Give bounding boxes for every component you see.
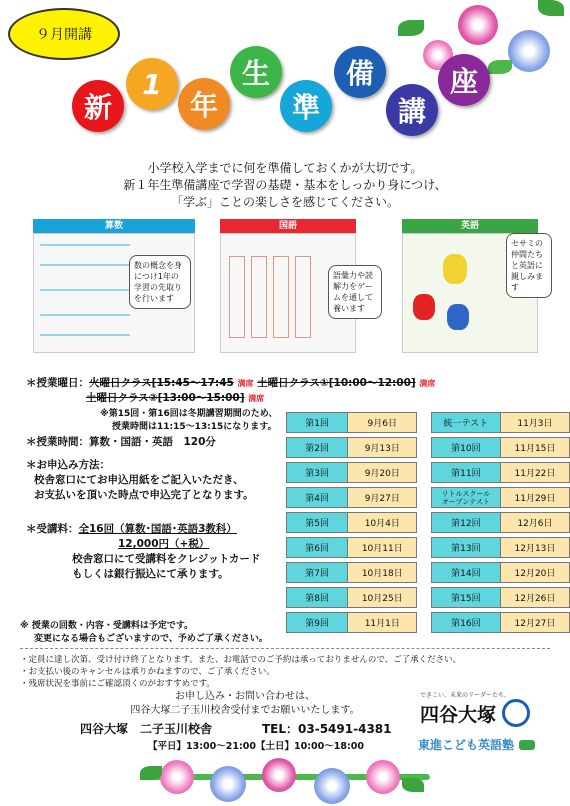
session-number: 統一テスト	[431, 413, 500, 433]
session-number: 第2回	[287, 438, 348, 458]
toshin-badge-icon	[519, 740, 535, 750]
divider	[20, 648, 550, 649]
schedule-gap	[417, 413, 432, 433]
schedule-gap	[417, 588, 432, 608]
session-number: 第15回	[431, 588, 500, 608]
session-date: 10月11日	[348, 538, 417, 558]
tuition-fee: ＊受講料：全16回（算数･国語･英語3教科） 12,000円（+税） 校舎窓口にて受講料をクレジットカード もしくは銀行振込にて承ります。	[26, 522, 286, 582]
winter-note: ※第15回・第16回は冬期講習期間のため、 授業時間は11:15～13:15になります。	[100, 409, 278, 432]
schedule-gap	[417, 538, 432, 558]
session-date: 12月20日	[500, 563, 569, 583]
office-hours: 【平日】13:00～21:00【土日】10:00～18:00	[148, 741, 364, 752]
subject-math-header: 算数	[33, 219, 195, 233]
class-time-value: 算数・国語・英語 120分	[89, 436, 216, 448]
subject-english	[402, 219, 543, 353]
schedule-gap	[417, 488, 432, 508]
title-char-5: 準	[280, 80, 332, 132]
schedule-row	[287, 513, 570, 533]
flower-decoration-bottom	[0, 756, 570, 806]
session-date: 12月13日	[500, 538, 569, 558]
subject-japanese	[220, 219, 373, 353]
session-number: 第8回	[287, 588, 348, 608]
session-date: 10月25日	[348, 588, 417, 608]
session-number: 第10回	[431, 438, 500, 458]
fee-description: 全16回（算数･国語･英語3教科）	[78, 523, 237, 535]
intro-line-1: 小学校入学までに何を準備しておくかが大切です。	[147, 161, 423, 175]
class-days	[26, 376, 566, 391]
subject-math	[33, 219, 195, 353]
title-char-2: 1	[126, 58, 178, 110]
schedule-gap	[417, 613, 432, 633]
title-char-7: 講	[386, 84, 438, 136]
schedule-row	[287, 563, 570, 583]
phone-number: TEL：03-5491-4381	[262, 722, 392, 736]
note-1: ・定員に達し次第、受け付け終了となります。また、お電話でのご予約は承っておりませんので、ご了承ください。	[20, 655, 462, 665]
session-date: 10月18日	[348, 563, 417, 583]
note-3: ・残席状況を事前にご確認頂くのがおすすめです。	[20, 679, 215, 689]
session-date: 9月27日	[348, 488, 417, 508]
intro-line-3: 「学ぶ」ことの楽しさを感じてください。	[170, 195, 399, 209]
session-date: 9月6日	[348, 413, 417, 433]
session-number: 第1回	[287, 413, 348, 433]
contact-info: お申し込み・お問い合わせは、 四谷大塚二子玉川校舎受付までお願いいたします。	[130, 691, 360, 716]
subject-japanese-header: 国語	[220, 219, 356, 233]
session-date: 12月6日	[500, 513, 569, 533]
notice: ※ 授業の回数・内容・受講料は予定です。 変更になる場合もございますので、予めご了承ください。	[20, 621, 268, 644]
session-number: 第9回	[287, 613, 348, 633]
session-date: 9月20日	[348, 463, 417, 483]
japanese-description: 語彙力や読解力をゲームを通して養います	[328, 265, 382, 319]
session-date: 11月29日	[500, 488, 569, 508]
schedule-row	[287, 488, 570, 508]
note-2: ・お支払い後のキャンセルは承りかねますので、ご了承ください。	[20, 667, 275, 677]
session-number: 第6回	[287, 538, 348, 558]
schedule-gap	[417, 513, 432, 533]
schedule-gap	[417, 438, 432, 458]
session-number: リトルスクール オープンテスト	[431, 488, 500, 508]
schedule-row	[287, 413, 570, 433]
schedule-row	[287, 438, 570, 458]
badge-text: ９月開講	[36, 27, 92, 43]
session-date: 11月15日	[500, 438, 569, 458]
session-number: 第14回	[431, 563, 500, 583]
session-date: 9月13日	[348, 438, 417, 458]
saturday-class-2: 土曜日クラス②[13:00～15:00]	[86, 392, 245, 404]
yotsuya-logo: できこい、未来のリーダーたち。 四谷大塚	[420, 690, 560, 727]
session-date: 12月27日	[500, 613, 569, 633]
tuesday-full-badge: 満席	[237, 379, 254, 388]
math-description: 数の概念を身につけ1年の学習の先取りを行います	[129, 255, 191, 309]
title-char-3: 年	[178, 78, 230, 130]
toshin-kids-logo: 東進こども英語塾	[418, 734, 558, 753]
session-number: 第5回	[287, 513, 348, 533]
school-name: 四谷大塚 二子玉川校舎	[80, 722, 213, 736]
terms-notes	[20, 654, 560, 690]
title-char-8: 座	[438, 54, 490, 106]
title-char-6: 備	[334, 46, 386, 98]
session-date: 11月1日	[348, 613, 417, 633]
schedule-gap	[417, 563, 432, 583]
session-number: 第3回	[287, 463, 348, 483]
session-date: 11月3日	[500, 413, 569, 433]
intro-text	[0, 160, 570, 211]
english-description: セサミの仲間たちと英語に親しみます	[506, 233, 552, 298]
saturday-2-full-badge: 満席	[248, 394, 265, 403]
fee-amount: 12,000円（+税）	[118, 538, 210, 550]
session-date: 10月4日	[348, 513, 417, 533]
session-date: 11月22日	[500, 463, 569, 483]
application-method: ＊お申込み方法： 校舎窓口にてお申込用紙をご記入いただき、 お支払いを頂いた時点で申込完了となります。	[26, 459, 254, 501]
class-days-row2	[86, 391, 506, 406]
course-title	[0, 0, 570, 150]
session-date: 12月26日	[500, 588, 569, 608]
schedule-row	[287, 463, 570, 483]
title-char-4: 生	[230, 46, 282, 98]
session-number: 第13回	[431, 538, 500, 558]
class-time: ＊授業時間：算数・国語・英語 120分	[26, 436, 216, 448]
schedule-row	[287, 538, 570, 558]
session-number: 第11回	[431, 463, 500, 483]
class-days-label: ＊授業曜日：	[26, 377, 89, 389]
intro-line-2: 新１年生準備講座で学習の基礎・基本をしっかり身につけ、	[123, 178, 447, 192]
saturday-class-1: 土曜日クラス①[10:00～12:00]	[257, 377, 416, 389]
session-number: 第16回	[431, 613, 500, 633]
schedule-gap	[417, 463, 432, 483]
schedule-table	[286, 412, 570, 633]
session-number: 第4回	[287, 488, 348, 508]
session-number: 第7回	[287, 563, 348, 583]
subject-english-header: 英語	[402, 219, 538, 233]
title-char-1: 新	[72, 80, 124, 132]
yotsuya-emblem-icon	[502, 699, 530, 727]
saturday-1-full-badge: 満席	[419, 379, 436, 388]
schedule-row	[287, 588, 570, 608]
session-number: 第12回	[431, 513, 500, 533]
tuesday-class: 火曜日クラス[15:45～17:45	[89, 377, 234, 389]
